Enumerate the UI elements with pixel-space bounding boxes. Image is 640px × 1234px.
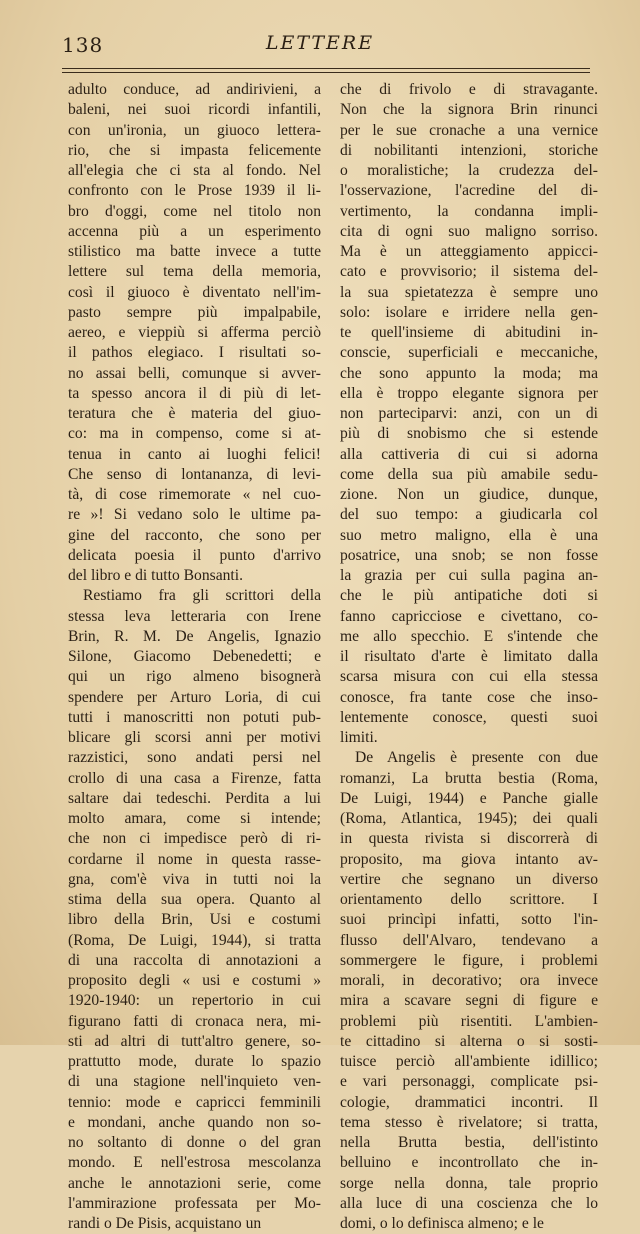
- text-line: che sono appunto la moda; ma: [340, 364, 598, 382]
- text-line: mondo. E nell'estrosa mescolanza: [68, 1154, 321, 1172]
- right-column: [340, 80, 598, 1234]
- text-line: posatrice, una snob; se non fosse: [340, 546, 598, 564]
- text-line: co: ma in compenso, come si at-: [68, 425, 321, 443]
- text-line: la grazia per cui sulla pagina an-: [340, 567, 598, 584]
- text-line: delicata poesia il punto d'arrivo: [68, 546, 321, 564]
- text-line: confronto con le Prose 1939 il li-: [68, 182, 321, 200]
- running-title: LETTERE: [265, 32, 375, 54]
- text-line: fanno capricciose e civettano, co-: [340, 607, 598, 625]
- text-line: Non che la signora Brin rinunci: [340, 101, 598, 119]
- text-line: suoi princìpi infatti, sotto l'in-: [340, 911, 598, 929]
- text-line: anche le annotazioni serie, come: [68, 1174, 321, 1192]
- text-line: blicare gli scorsi anni per motivi: [68, 729, 321, 746]
- text-line: suo metro maligno, ella è una: [340, 526, 598, 544]
- text-line: il pathos elegiaco. I risultati so-: [68, 344, 321, 362]
- text-line: cordarne il nome in questa rasse-: [68, 850, 321, 868]
- text-line: tennio: mode e capricci femminili: [68, 1093, 321, 1111]
- text-line: gna, com'è viva in tutti noi la: [68, 870, 321, 888]
- text-line: del suo tempo: a giudicarla col: [340, 506, 598, 524]
- text-line: con un'ironia, un giuoco lettera-: [68, 121, 321, 139]
- text-line: stilistico ma batte invece a tutte: [68, 243, 321, 260]
- text-line: di una stagione nell'inquieto ven-: [68, 1073, 321, 1091]
- text-line: 1920-1940: un repertorio in cui: [68, 992, 321, 1010]
- text-line: molto amara, come si intende;: [68, 810, 321, 827]
- text-line: in questa rivista si discorrerà di: [340, 830, 598, 848]
- text-line: di una raccolta di annotazioni a: [68, 951, 321, 969]
- text-line: sommergere le figure, i problemi: [340, 951, 598, 969]
- text-line: tutti i manoscritti non potuti pub-: [68, 708, 321, 726]
- text-line: per le sue cronache a una vernice: [340, 121, 598, 139]
- text-line: stima della sua opera. Quanto al: [68, 891, 321, 908]
- text-line: (Roma, De Luigi, 1944), si tratta: [68, 931, 321, 949]
- text-line: Che senso di lontananza, di levi-: [68, 465, 321, 483]
- text-line: orientamento dello scrittore. I: [340, 891, 598, 908]
- text-line: gine del racconto, che sono per: [68, 526, 321, 544]
- text-line: (Roma, Atlantica, 1945); dei quali: [340, 810, 598, 827]
- text-line: di nobilitanti intenzioni, storiche: [340, 141, 598, 159]
- text-line: scarsa misura con cui ella stessa: [340, 668, 598, 686]
- header-rule: [62, 68, 590, 73]
- text-line: ella è troppo elegante signora per: [340, 384, 598, 402]
- text-line: l'osservazione, l'acredine del di-: [340, 182, 598, 200]
- text-line: crollo di una casa a Firenze, fatta: [68, 769, 321, 787]
- text-line: saltare dai tedeschi. Perdita a lui: [68, 789, 321, 807]
- text-line: il risultato d'arte è limitato dalla: [340, 648, 598, 665]
- text-line: no assai belli, comunque si avver-: [68, 364, 321, 382]
- text-line: lentemente conosce, questi suoi: [340, 708, 598, 726]
- text-line: teratura che è materia del giuo-: [68, 405, 321, 422]
- text-line: cato e provvisorio; il sistema del-: [340, 263, 598, 281]
- text-line: romanzi, La brutta bestia (Roma,: [340, 769, 598, 787]
- text-line: Ma è un atteggiamento appicci-: [340, 243, 598, 260]
- text-line: conosce, fra tante cose che inso-: [340, 688, 598, 706]
- text-line: nella Brutta bestia, dell'istinto: [340, 1134, 598, 1151]
- text-line: randi o De Pisis, acquistano un: [68, 1215, 262, 1232]
- text-line: problemi più risentiti. L'ambien-: [340, 1012, 598, 1030]
- text-line: e vari personaggi, complicate psi-: [340, 1073, 598, 1091]
- text-line: stessa leva letteraria con Irene: [68, 607, 321, 625]
- text-line: proposito degli « usi e costumi »: [68, 972, 321, 989]
- text-line: domi, o lo definisca almeno; e le: [340, 1215, 544, 1232]
- text-line: no soltanto di donne o del gran: [68, 1134, 321, 1151]
- text-line: De Angelis è presente con due: [355, 749, 598, 767]
- text-line: sorge nella donna, tale proprio: [340, 1174, 598, 1192]
- text-line: e mondani, anche quando non so-: [68, 1113, 321, 1131]
- left-column: [68, 80, 321, 1234]
- text-line: adulto conduce, ad andirivieni, a: [68, 81, 321, 98]
- text-line: baleni, nei suoi ricordi infantili,: [68, 101, 321, 119]
- text-line: prattutto mode, durate lo spazio: [68, 1053, 321, 1070]
- text-line: razzistici, sono andati persi nel: [68, 749, 321, 767]
- text-line: morali, in decorativo; ora invece: [340, 972, 598, 989]
- text-line: Brin, R. M. De Angelis, Ignazio: [68, 627, 321, 645]
- text-line: la sua spietatezza è sempre uno: [340, 283, 598, 301]
- text-line: proposito, ma giova intanto av-: [340, 850, 598, 868]
- text-line: De Luigi, 1944) e Panche gialle: [340, 789, 598, 807]
- text-line: l'ammirazione professata per Mo-: [68, 1194, 321, 1212]
- text-line: che le più antipatiche doti si: [340, 587, 598, 605]
- text-line: qui un rigo almeno bisognerà: [68, 668, 321, 686]
- page-number: 138: [62, 33, 104, 57]
- text-line: Restiamo fra gli scrittori della: [83, 587, 321, 605]
- text-line: mira a scavare segni di figure e: [340, 992, 598, 1010]
- text-line: più di snobismo che si estende: [340, 425, 598, 443]
- text-line: o moralistiche; la crudezza del-: [340, 162, 598, 179]
- text-line: vertire che segnano un diverso: [340, 870, 598, 888]
- text-line: così il giuoco è diventato nell'im-: [68, 283, 321, 301]
- text-line: spendere per Arturo Loria, di cui: [68, 688, 321, 706]
- text-line: tema stesso è rivelatore; si tratta,: [340, 1113, 598, 1131]
- text-line: cita di ogni suo maligno sorriso.: [340, 222, 598, 240]
- text-line: che di frivolo e di stravagante.: [340, 81, 598, 98]
- text-line: tà, di cose rimemorate « nel cuo-: [68, 486, 321, 503]
- text-line: lettere sul tema della memoria,: [68, 263, 321, 281]
- text-line: solo: isolare e irridere nella gen-: [340, 303, 598, 321]
- text-line: libro della Brin, Usi e costumi: [68, 911, 321, 929]
- text-line: aereo, e vieppiù si afferma perciò: [68, 324, 321, 341]
- text-line: conscie, superficiali e meccaniche,: [340, 344, 598, 362]
- text-line: cologie, drammatici incontri. Il: [340, 1093, 598, 1111]
- text-line: te cittadino si alterna o si sosti-: [340, 1032, 598, 1050]
- text-line: all'elegia che ci sta al fondo. Nel: [68, 162, 321, 179]
- text-line: zione. Non un giudice, dunque,: [340, 486, 598, 503]
- text-line: tuisce perciò all'ambiente idillico;: [340, 1053, 598, 1070]
- text-line: del libro e di tutto Bonsanti.: [68, 567, 243, 584]
- text-line: alla luce di una coscienza che lo: [340, 1194, 598, 1212]
- text-line: sti ad altri di tutt'altro genere, so-: [68, 1032, 321, 1050]
- text-line: me allo specchio. E s'intende che: [340, 627, 598, 645]
- text-line: che non ci impedisce però di ri-: [68, 830, 321, 848]
- text-line: tenua in canto ai luoghi felici!: [68, 445, 321, 463]
- text-line: accenna più a un esperimento: [68, 222, 321, 240]
- text-line: belluino e incontrollato che in-: [340, 1154, 598, 1172]
- text-line: te quell'insieme di abitudini in-: [340, 324, 598, 341]
- text-line: non parteciparvi: anzi, con un di: [340, 405, 598, 422]
- text-line: rio, che si impasta felicemente: [68, 141, 321, 159]
- text-line: alla cattiveria di cui si adorna: [340, 445, 598, 463]
- text-line: bro d'oggi, come nel titolo non: [68, 202, 321, 220]
- text-line: re »! Si vedano solo le ultime pa-: [68, 506, 321, 524]
- text-line: come della sua più amabile sedu-: [340, 465, 598, 483]
- text-line: flusso dell'Alvaro, tendevano a: [340, 931, 598, 949]
- text-line: limiti.: [340, 729, 378, 746]
- text-line: vertimento, la condanna impli-: [340, 202, 598, 220]
- text-line: pasto sempre più impalpabile,: [68, 303, 321, 321]
- text-line: ta spesso ancora il di più di let-: [68, 384, 321, 402]
- text-line: figurano fatti di cronaca nera, mi-: [68, 1012, 321, 1030]
- text-line: Silone, Giacomo Debenedetti; e: [68, 648, 321, 665]
